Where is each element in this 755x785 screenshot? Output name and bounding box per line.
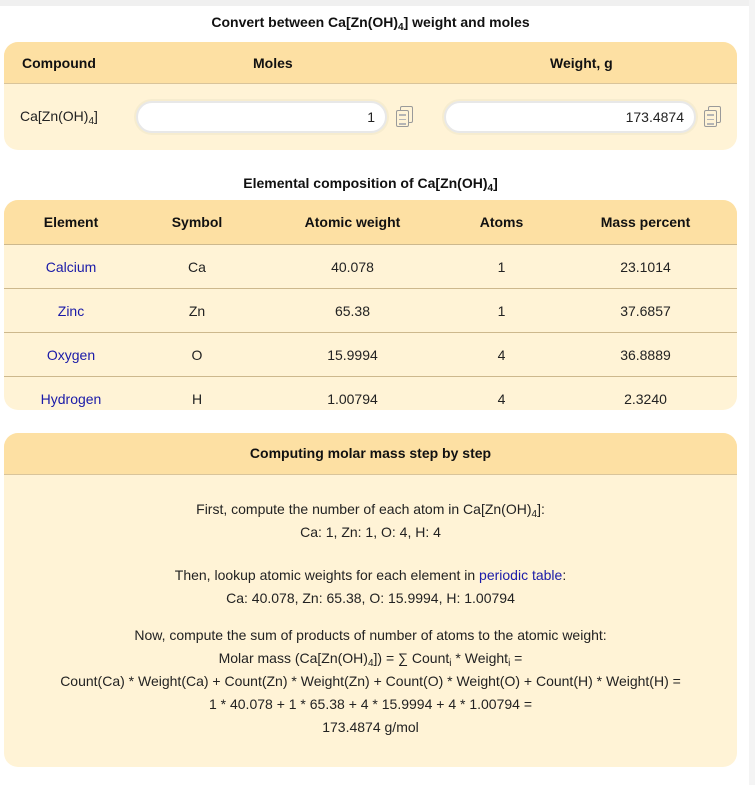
copy-weight-button[interactable] (703, 106, 721, 126)
table-row (4, 377, 737, 411)
steps-title: Computing molar mass step by step (4, 433, 737, 475)
column-header: Atomic weight (256, 200, 449, 245)
top-edge (0, 0, 755, 6)
composition-table (4, 200, 737, 410)
converter-header (4, 42, 737, 84)
converter-row (4, 84, 737, 150)
periodic-table-link[interactable]: periodic table (479, 567, 563, 583)
table-row (4, 289, 737, 333)
column-header: Element (4, 200, 138, 245)
element-link-hydrogen[interactable]: Hydrogen (40, 390, 102, 407)
mass-percent-cell: 36.8889 (554, 333, 737, 377)
scrollbar-track[interactable] (749, 0, 755, 785)
weight-input[interactable] (444, 101, 696, 133)
converter-card (4, 42, 737, 150)
numeric-formula: 1 * 40.078 + 1 * 65.38 + 4 * 15.9994 + 4 * 1.00794 = (208, 696, 533, 712)
atoms-cell: 1 (449, 245, 554, 289)
column-header: Symbol (138, 200, 256, 245)
atomic-weight-cell: 1.00794 (327, 390, 378, 407)
step2-text: Then, lookup atomic weights for each element in periodic table: (174, 567, 567, 583)
step1-text: First, compute the number of each atom in $Ca[Zn(OH)_4]$: (196, 501, 545, 520)
atomic-weight-cell: 65.38 (256, 289, 449, 333)
atomic-weight-cell: 15.9994 (256, 333, 449, 377)
element-link-calcium[interactable]: Calcium (45, 258, 97, 275)
symbol-cell: O (138, 333, 256, 377)
mass-percent-cell: 2.3240 (624, 390, 667, 407)
mass-percent-cell: 23.1014 (554, 245, 737, 289)
step3-intro: Now, compute the sum of products of number of atoms to the atomic weight: (134, 627, 607, 643)
moles-header: Moles (253, 55, 293, 71)
symbol-cell: Zn (138, 289, 256, 333)
atoms-cell: 4 (449, 333, 554, 377)
converter-title: Convert between $Ca[Zn(OH)_4]$ weight and moles (211, 14, 530, 33)
copy-moles-button[interactable] (395, 106, 413, 126)
step2-weights: Ca: 40.078, Zn: 65.38, O: 15.9994, H: 1.00794 (226, 590, 515, 606)
element-link-oxygen[interactable]: Oxygen (46, 346, 96, 363)
step-lookup-weights (4, 564, 737, 610)
weight-header: Weight, g (550, 55, 613, 71)
element-link-zinc[interactable]: Zinc (57, 302, 85, 319)
molar-mass-formula: Molar mass $(Ca[Zn(OH)_4])$ = ∑ Count$_i$ * Weight$_i$ = (218, 650, 523, 669)
column-header: Mass percent (554, 200, 737, 245)
table-row (4, 333, 737, 377)
composition-header-row (4, 200, 737, 245)
atoms-cell: 1 (449, 289, 554, 333)
column-header: Atoms (449, 200, 554, 245)
step-count-atoms (4, 498, 737, 544)
expanded-formula: Count(Ca) * Weight(Ca) + Count(Zn) * Weight(Zn) + Count(O) * Weight(O) + Count(H) * Weight(H) = (60, 673, 681, 689)
step-sum (4, 624, 737, 739)
mass-percent-cell: 37.6857 (554, 289, 737, 333)
molar-mass-result: 173.4874 g/mol (322, 719, 419, 735)
compound-formula: $Ca[Zn(OH)_4]$ (20, 108, 98, 127)
symbol-cell: H (191, 390, 203, 407)
composition-title: Elemental composition of $Ca[Zn(OH)_4]$ (243, 175, 498, 194)
table-row (4, 245, 737, 289)
steps-card (4, 433, 737, 767)
symbol-cell: Ca (138, 245, 256, 289)
atomic-weight-cell: 40.078 (256, 245, 449, 289)
atoms-cell: 4 (497, 390, 506, 407)
compound-header: Compound (22, 55, 96, 71)
composition-card (4, 200, 737, 410)
moles-input[interactable] (136, 101, 387, 133)
step1-counts: Ca: 1, Zn: 1, O: 4, H: 4 (300, 524, 441, 540)
